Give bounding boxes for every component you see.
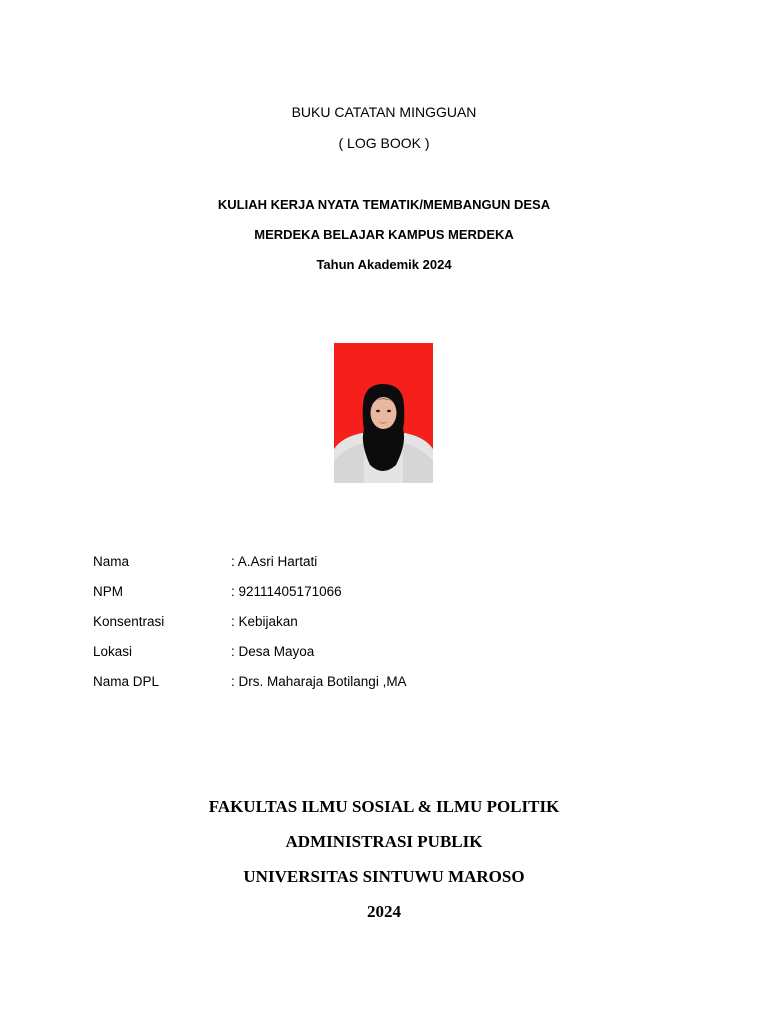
- university-name: UNIVERSITAS SINTUWU MAROSO: [243, 867, 525, 886]
- footer-year: 2024: [367, 902, 401, 921]
- info-label: Konsentrasi: [93, 614, 165, 629]
- info-label: Lokasi: [93, 644, 133, 659]
- info-label: NPM: [93, 584, 123, 599]
- faculty-name: FAKULTAS ILMU SOSIAL & ILMU POLITIK: [208, 797, 560, 816]
- page-title: BUKU CATATAN MINGGUAN: [291, 104, 477, 120]
- info-value: : A.Asri Hartati: [231, 554, 318, 569]
- department-name: ADMINISTRASI PUBLIK: [285, 832, 483, 851]
- program-title-line-2: MERDEKA BELAJAR KAMPUS MERDEKA: [254, 227, 514, 242]
- page-subtitle: ( LOG BOOK ): [338, 135, 430, 151]
- info-value: : Kebijakan: [231, 614, 298, 629]
- info-value: : 92111405171066: [231, 584, 342, 599]
- program-title-line-1: KULIAH KERJA NYATA TEMATIK/MEMBANGUN DESA: [217, 197, 551, 212]
- info-row-npm: [93, 583, 653, 613]
- student-photo: [334, 343, 433, 483]
- student-photo-icon: [334, 343, 433, 483]
- academic-year: Tahun Akademik 2024: [316, 257, 452, 272]
- info-label: Nama DPL: [93, 674, 160, 689]
- info-value: : Desa Mayoa: [231, 644, 315, 659]
- info-row-lokasi: [93, 643, 653, 673]
- info-row-nama: [93, 553, 653, 583]
- info-value: : Drs. Maharaja Botilangi ,MA: [231, 674, 407, 689]
- student-info: [93, 553, 653, 703]
- info-row-konsentrasi: [93, 613, 653, 643]
- info-row-nama-dpl: [93, 673, 653, 703]
- info-label: Nama: [93, 554, 130, 569]
